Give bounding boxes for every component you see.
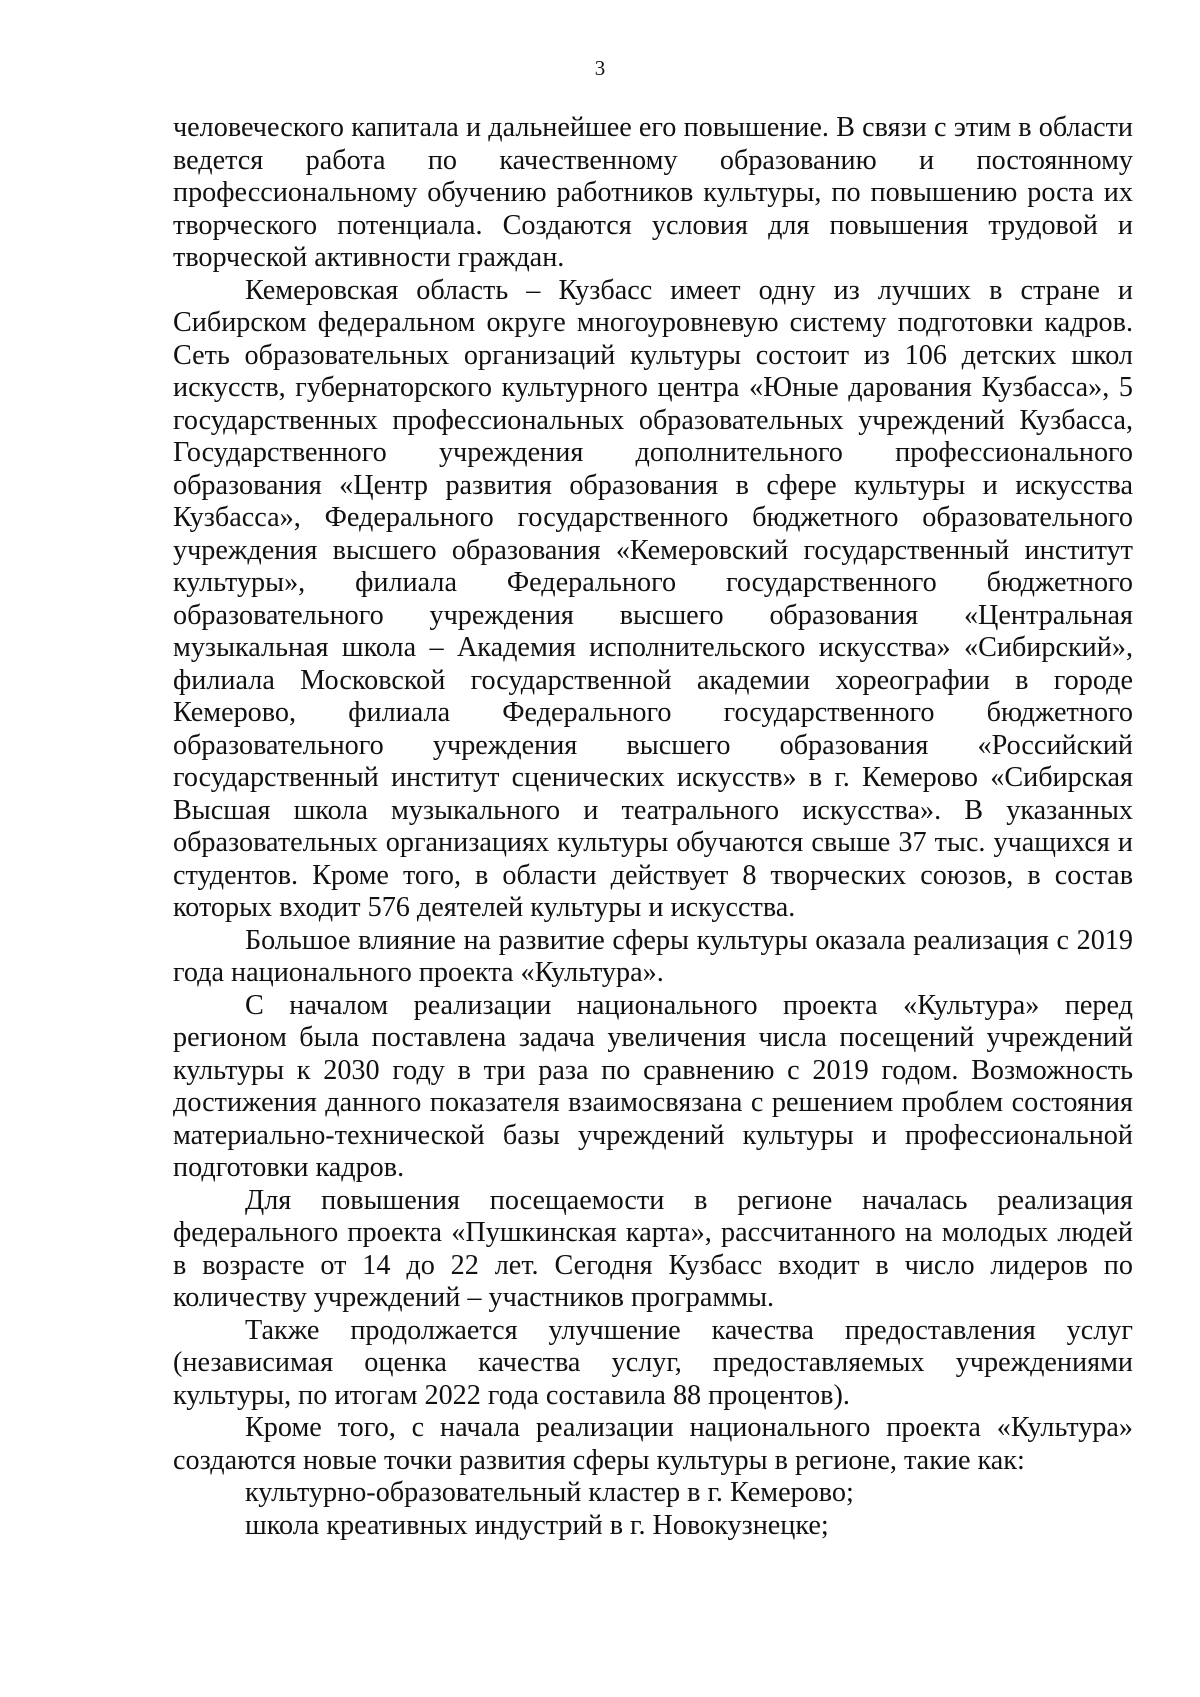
paragraph-pushkin-card: Для повышения посещаемости в регионе началась реализация федерального проекта «Пушкинская карта», рассчитанного на молодых людей в возрасте от 14 до 22 лет. Сегодня Кузбасс входит в число лидеров по количеству учреждений – участников программы. bbox=[173, 1184, 1133, 1313]
document-body bbox=[173, 112, 1133, 1542]
paragraph-training-system: Кемеровская область – Кузбасс имеет одну из лучших в стране и Сибирском федеральном округе многоуровневую систему подготовки кадров. Сеть образовательных организаций культуры состоит из 106 детских школ искусств, губернаторского культурного центра «Юные дарования Кузбасса», 5 государственных профессиональных образовательных учреждений Кузбасса, Государственного учреждения дополнительного профессионального образования «Центр развития образования в сфере культуры и искусства Кузбасса», Федерального государственного бюджетного образовательного учреждения высшего образования «Кемеровский государственный институт культуры», филиала Федерального государственного бюджетного образовательного учреждения высшего образования «Центральная музыкальная школа – Академия исполнительского искусства» «Сибирский», филиала Московской государственной академии хореографии в городе Кемерово, филиала Федерального государственного бюджетного образовательного учреждения высшего образования «Российский государственный институт сценических искусств» в г. Кемерово «Сибирская Высшая школа музыкального и театрального искусства». В указанных образовательных организациях культуры обучаются свыше 37 тыс. учащихся и студентов. Кроме того, в области действует 8 творческих союзов, в состав которых входит 576 деятелей культуры и искусства. bbox=[173, 274, 1133, 923]
paragraph-new-growth-points: Кроме того, с начала реализации национального проекта «Культура» создаются новые точки развития сферы культуры в регионе, такие как: bbox=[173, 1412, 1133, 1476]
paragraph-human-capital: человеческого капитала и дальнейшее его повышение. В связи с этим в области ведется работа по качественному образованию и постоянному профессиональному обучению работников культуры, по повышению роста их творческого потенциала. Создаются условия для повышения трудовой и творческой активности граждан. bbox=[173, 112, 1133, 273]
list-item-novokuznetsk-school: школа креативных индустрий в г. Новокузнецке; bbox=[245, 1509, 829, 1541]
list-item-kemerovo-cluster: культурно-образовательный кластер в г. Кемерово; bbox=[245, 1477, 854, 1508]
page-number: 3 bbox=[594, 56, 606, 80]
paragraph-national-project-influence: Большое влияние на развитие сферы культуры оказала реализация с 2019 года национального проекта «Культура». bbox=[173, 924, 1133, 988]
paragraph-visits-goal: С началом реализации национального проекта «Культура» перед регионом была поставлена задача увеличения числа посещений учреждений культуры к 2030 году в три раза по сравнению с 2019 годом. Возможность достижения данного показателя взаимосвязана с решением проблем состояния материально-технической базы учреждений культуры и профессиональной подготовки кадров. bbox=[173, 989, 1133, 1183]
paragraph-service-quality: Также продолжается улучшение качества предоставления услуг (независимая оценка качества услуг, предоставляемых учреждениями культуры, по итогам 2022 года составила 88 процентов). bbox=[173, 1314, 1133, 1411]
